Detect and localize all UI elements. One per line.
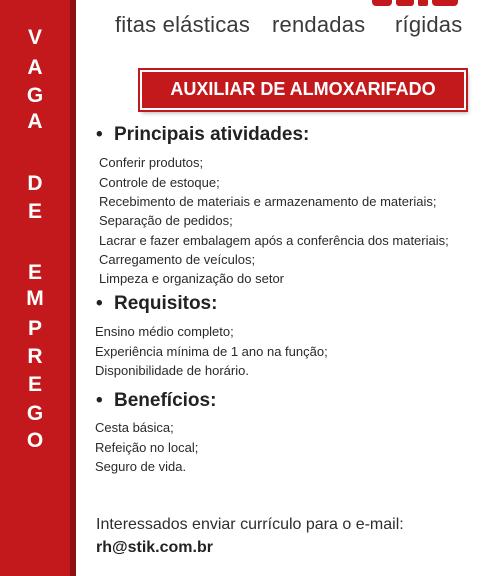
section-title-activities: • Principais atividades:: [96, 124, 310, 145]
list-item: Seguro de vida.: [95, 459, 187, 474]
section-title-benefits: • Benefícios:: [96, 390, 217, 411]
list-item: Controle de estoque;: [99, 175, 220, 190]
sidebar-letter: E: [27, 261, 42, 284]
list-item: Carregamento de veículos;: [99, 252, 256, 267]
list-item: Experiência mínima de 1 ano na função;: [95, 344, 328, 359]
sidebar-letter: R: [27, 345, 43, 368]
list-item: Recebimento de materiais e armazenamento de materiais;: [99, 194, 437, 209]
list-item: Refeição no local;: [95, 440, 199, 455]
job-title: AUXILIAR DE ALMOXARIFADO: [170, 79, 436, 99]
sidebar-letter: O: [26, 429, 44, 452]
sidebar-letter: A: [27, 110, 43, 133]
contact-text: Interessados enviar currículo para o e-mail:: [96, 516, 404, 533]
sidebar-edge: [70, 0, 76, 576]
job-title-banner: [140, 70, 466, 110]
sidebar-letter: A: [27, 56, 43, 79]
tagline-2: rendadas: [272, 12, 366, 37]
section-title-requirements: • Requisitos:: [96, 293, 218, 314]
list-item: Lacrar e fazer embalagem após a conferência dos materiais;: [99, 233, 449, 248]
tagline-1: fitas elásticas: [115, 12, 251, 37]
sidebar-letter: M: [26, 287, 44, 310]
tagline-3: rígidas: [395, 12, 463, 37]
bullet-icon: •: [96, 293, 103, 314]
list-item: Disponibilidade de horário.: [95, 363, 249, 378]
bullet-icon: •: [96, 390, 103, 411]
sidebar-letter: V: [27, 26, 42, 49]
sidebar-letter: E: [27, 373, 42, 396]
sidebar-banner: [0, 0, 75, 576]
list-item: Separação de pedidos;: [99, 213, 233, 228]
sidebar-letter: G: [26, 84, 44, 107]
list-item: Conferir produtos;: [99, 155, 204, 170]
list-item: Limpeza e organização do setor: [99, 271, 285, 286]
brand-logo: [370, 0, 462, 10]
sidebar-letter: G: [26, 402, 44, 425]
sidebar-letter: D: [27, 172, 43, 195]
contact-email[interactable]: rh@stik.com.br: [96, 539, 213, 556]
bullet-icon: •: [96, 124, 103, 145]
sidebar-letter: P: [27, 317, 42, 340]
list-item: Cesta básica;: [95, 420, 174, 435]
sidebar-letter: E: [27, 200, 42, 223]
list-item: Ensino médio completo;: [95, 324, 234, 339]
